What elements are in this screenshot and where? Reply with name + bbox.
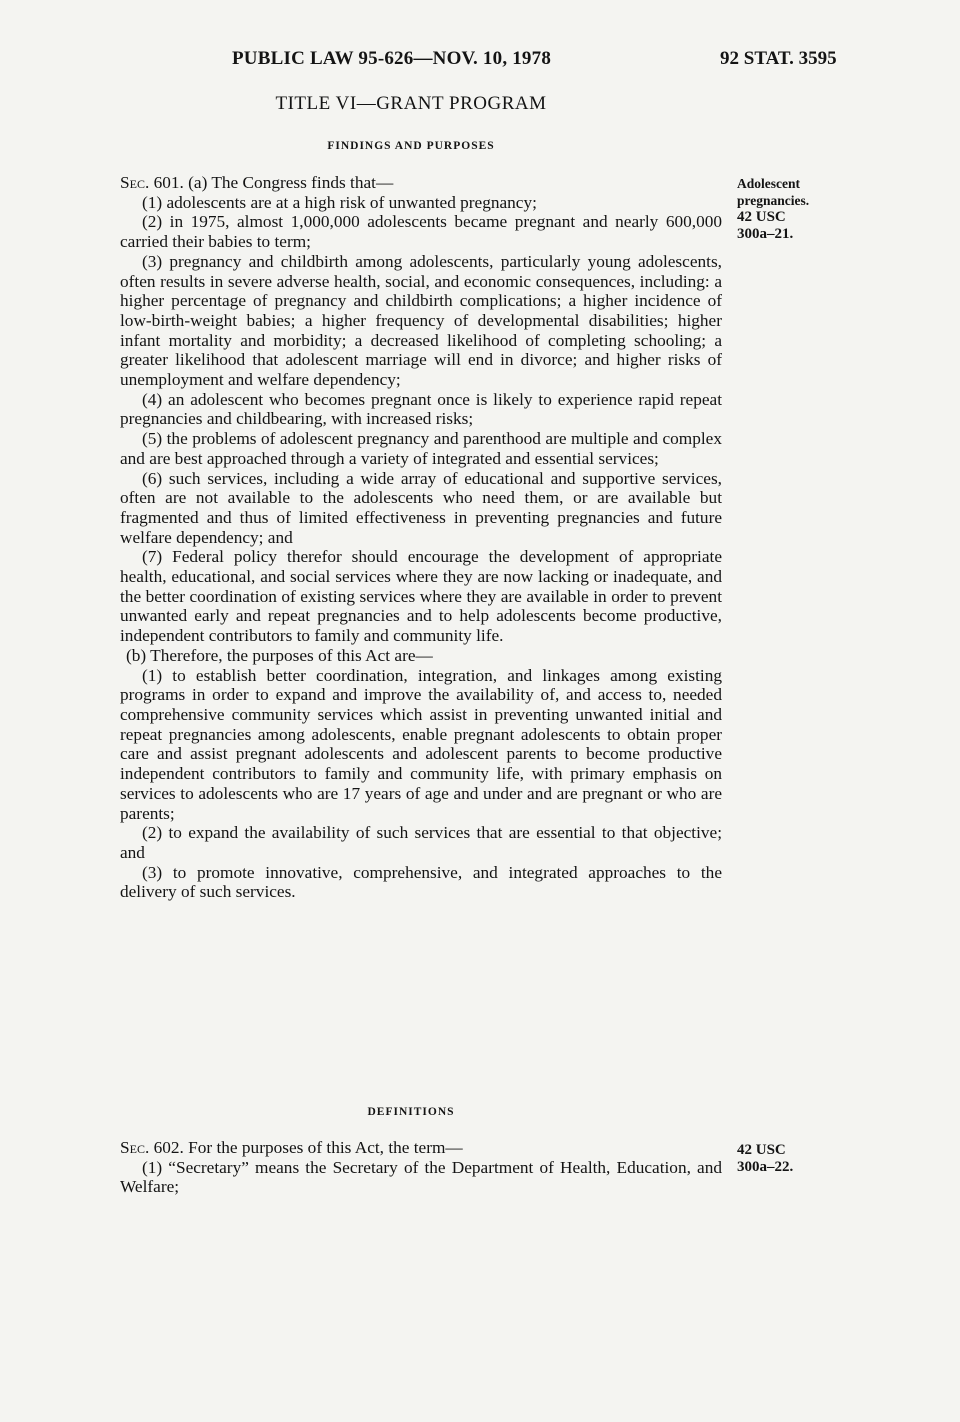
definition-1: (1) “Secretary” means the Secretary of the Department of Health, Education, and Welfare; — [120, 1157, 722, 1197]
section-label: Sec. 602. — [120, 1138, 184, 1157]
margin-note-usc: 42 USC — [737, 209, 786, 225]
definitions-heading: DEFINITIONS — [367, 1106, 455, 1118]
section-602 — [120, 1138, 722, 1197]
finding-7: (7) Federal policy therefor should encourage the development of appropriate health, educational, and social services where they are now lacking or inadequate, and the better coordination of existing services where they are available in order to prevent unwanted early and repeat pregnancies and to help adolescents become productive, independent contributors to family and community life. — [120, 547, 722, 646]
section-601 — [120, 173, 722, 902]
sec-601-intro — [120, 173, 722, 193]
purpose-2: (2) to expand the availability of such services that are essential to that objective; and — [120, 823, 722, 862]
purpose-1: (1) to establish better coordination, integration, and linkages among existing programs in order to expand and improve the availability of, and access to, needed comprehensive community services which assist in preventing unwanted initial and repeat pregnancies among adolescents, enable pregnant adolescents to obtain proper care and assist pregnant adolescents and adolescent parents to become productive independent contributors to family and community life, with primary emphasis on services to adolescents who are 17 years of age and under and are pregnant or who are parents; — [120, 665, 722, 823]
margin-note-usc-section: 300a–22. — [737, 1159, 794, 1175]
law-header: PUBLIC LAW 95-626—NOV. 10, 1978 — [232, 48, 552, 69]
statute-page-number: 92 STAT. 3595 — [720, 48, 837, 69]
margin-note-usc-section: 300a–21. — [737, 226, 794, 242]
margin-note-usc: 42 USC — [737, 1142, 786, 1158]
subsection-b-intro: (b) Therefore, the purposes of this Act are— — [126, 645, 433, 665]
finding-3: (3) pregnancy and childbirth among adolescents, particularly young adolescents, often results in severe adverse health, social, and economic consequences, including: a higher percentage of pregnancy and childbirth complications; a higher incidence of low-birth-weight babies; a higher frequency of developmental disabilities; higher infant mortality and morbidity; a decreased likelihood of completing schooling; a greater likelihood that adolescent marriage will end in divorce; and higher risks of unemployment and welfare dependency; — [120, 251, 722, 390]
finding-6: (6) such services, including a wide array of educational and supportive services, often are not available to the adolescents who need them, or are available but fragmented and thus of limited effectiveness in preventing pregnancies and future welfare dependency; and — [120, 468, 722, 547]
title-heading: TITLE VI—GRANT PROGRAM — [275, 93, 547, 114]
margin-note-topic-cont: pregnancies. — [737, 193, 810, 208]
margin-note-topic: Adolescent — [737, 176, 800, 191]
section-label: Sec. 601. — [120, 173, 184, 192]
finding-4: (4) an adolescent who becomes pregnant once is likely to experience rapid repeat pregnancies and childbearing, with increased risks; — [120, 389, 722, 429]
purpose-3: (3) to promote innovative, comprehensive, and integrated approaches to the delivery of such services. — [120, 862, 722, 902]
findings-heading: FINDINGS AND PURPOSES — [327, 140, 495, 152]
margin-note-601 — [737, 175, 847, 243]
finding-5: (5) the problems of adolescent pregnancy and parenthood are multiple and complex and are best approached through a variety of integrated and essential services; — [120, 429, 722, 468]
subsection-a-intro: (a) The Congress finds that— — [188, 173, 394, 192]
finding-2: (2) in 1975, almost 1,000,000 adolescents became pregnant and nearly 600,000 carried their babies to term; — [120, 212, 722, 252]
sec-602-intro — [120, 1138, 722, 1158]
margin-note-602 — [737, 1142, 847, 1176]
sec-602-intro-text: For the purposes of this Act, the term— — [188, 1138, 463, 1157]
finding-1: (1) adolescents are at a high risk of unwanted pregnancy; — [142, 192, 537, 212]
